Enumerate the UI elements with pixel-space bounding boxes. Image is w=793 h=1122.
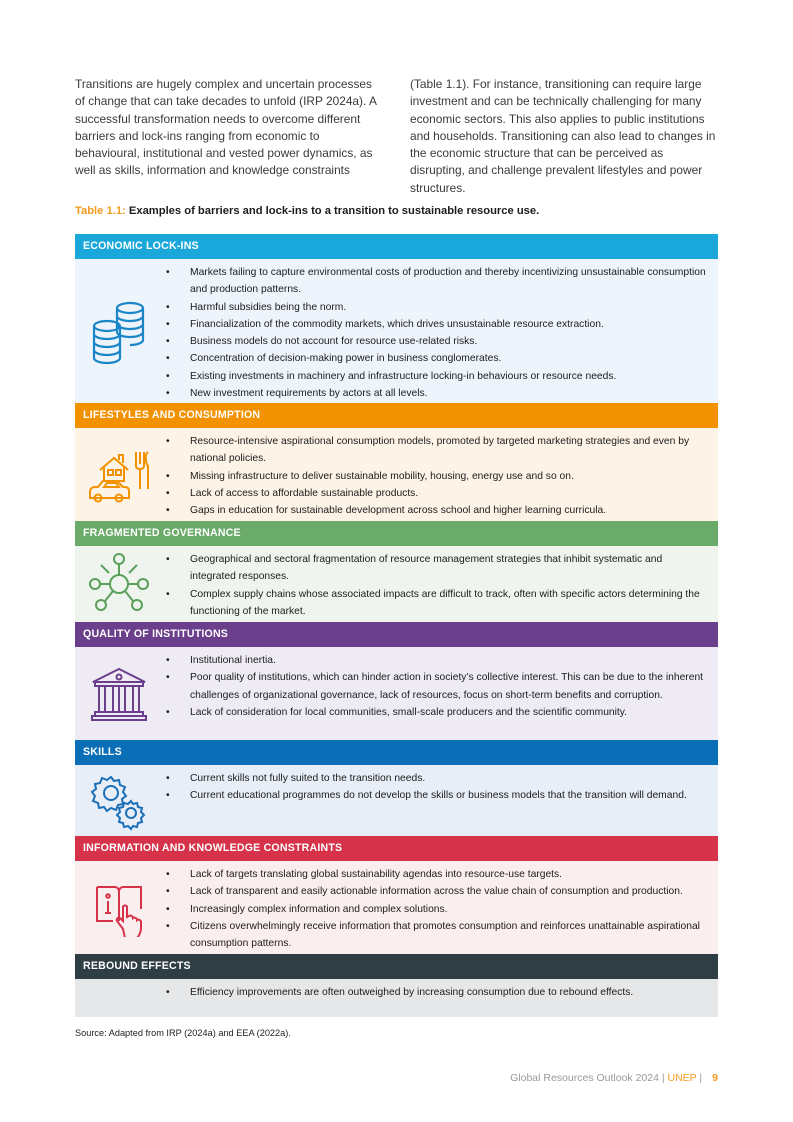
item-list: [163, 546, 718, 622]
coins-stack-icon: [88, 296, 150, 366]
item-list: [163, 861, 718, 954]
list-item: • Gaps in education for sustainable development across school and higher learning curricula.: [163, 502, 710, 519]
info-book-hand-icon: [93, 879, 145, 937]
section-fragmented-governance: [75, 521, 718, 622]
list-item: • Poor quality of institutions, which can hinder action in society’s collective interest. This can be due to the inherent challenges of organizational governance, lack of resources, focus on short-term benefits and corruption.: [163, 669, 710, 704]
list-item: • New investment requirements by actors at all levels.: [163, 385, 710, 402]
list-item: • Current educational programmes do not develop the skills or business models that the transition will demand.: [163, 787, 710, 804]
page-footer: [510, 1072, 718, 1084]
icon-cell: [75, 765, 163, 836]
list-item: • Markets failing to capture environmental costs of production and thereby incentivizing unsustainable consumption and production patterns.: [163, 264, 710, 299]
item-list: [163, 259, 718, 403]
list-item: • Lack of consideration for local communities, small-scale producers and the scientific community.: [163, 704, 710, 721]
item-list: [163, 647, 718, 740]
table-source-note: Source: Adapted from IRP (2024a) and EEA (2022a).: [75, 1028, 291, 1038]
section-header: FRAGMENTED GOVERNANCE: [75, 521, 718, 546]
intro-text: [75, 76, 718, 197]
list-item: • Increasingly complex information and complex solutions.: [163, 901, 710, 918]
gears-icon: [89, 771, 149, 831]
icon-cell: [75, 259, 163, 403]
icon-cell: [75, 428, 163, 521]
icon-cell: [75, 979, 163, 1017]
list-item: • Geographical and sectoral fragmentation of resource management strategies that inhibit systematic and integrated responses.: [163, 551, 710, 586]
section-header: LIFESTYLES AND CONSUMPTION: [75, 403, 718, 428]
section-quality-of-institutions: [75, 622, 718, 740]
section-skills: [75, 740, 718, 836]
section-header: INFORMATION AND KNOWLEDGE CONSTRAINTS: [75, 836, 718, 861]
section-lifestyles-and-consumption: [75, 403, 718, 521]
intro-left-paragraph: Transitions are hugely complex and uncertain processes of change that can take decades to unfold (IRP 2024a). A successful transformation needs to overcome different barriers and lock-ins ranging from economic to behavioural, institutional and vested power dynamics, as well as skills, information and knowledge constraints: [75, 77, 377, 178]
footer-title: Global Resources Outlook 2024 |: [510, 1072, 668, 1084]
list-item: • Existing investments in machinery and infrastructure locking-in behaviours or resource needs.: [163, 368, 710, 385]
item-list: [163, 765, 718, 836]
list-item: • Financialization of the commodity markets, which drives unsustainable resource extraction.: [163, 316, 710, 333]
list-item: • Citizens overwhelmingly receive information that promotes consumption and reinforces unattainable aspirational consumption patterns.: [163, 918, 710, 953]
section-information-and-knowledge-constraints: [75, 836, 718, 954]
list-item: • Lack of transparent and easily actionable information across the value chain of consumption and production.: [163, 883, 710, 900]
icon-cell: [75, 546, 163, 622]
list-item: • Business models do not account for resource use-related risks.: [163, 333, 710, 350]
intro-right-paragraph: (Table 1.1). For instance, transitioning can require large investment and can be technically challenging for many economic sectors. This also applies to public institutions and households. Transitioning can also lead to changes in the economic structure that can be perceived as disrupting, and challenge prevalent lifestyles and power structures.: [410, 77, 716, 195]
section-rebound-effects: [75, 954, 718, 1017]
footer-org: UNEP: [667, 1072, 697, 1084]
barriers-table: [75, 234, 718, 1017]
house-car-food-icon: [86, 446, 152, 504]
table-caption: [75, 205, 539, 217]
section-header: SKILLS: [75, 740, 718, 765]
table-number: Table 1.1:: [75, 205, 126, 217]
list-item: • Missing infrastructure to deliver sustainable mobility, housing, energy use and so on.: [163, 468, 710, 485]
section-header: ECONOMIC LOCK-INS: [75, 234, 718, 259]
list-item: • Concentration of decision-making power in business conglomerates.: [163, 350, 710, 367]
list-item: • Resource-intensive aspirational consumption models, promoted by targeted marketing strategies and even by national policies.: [163, 433, 710, 468]
list-item: • Complex supply chains whose associated impacts are difficult to track, often with specific actors determining the functioning of the market.: [163, 586, 710, 621]
table-title: Examples of barriers and lock-ins to a transition to sustainable resource use.: [125, 205, 540, 217]
list-item: • Current skills not fully suited to the transition needs.: [163, 770, 710, 787]
item-list: [163, 979, 718, 1017]
list-item: • Efficiency improvements are often outweighed by increasing consumption due to rebound effects.: [163, 984, 710, 1001]
list-item: • Institutional inertia.: [163, 652, 710, 669]
list-item: • Harmful subsidies being the norm.: [163, 299, 710, 316]
list-item: • Lack of access to affordable sustainable products.: [163, 485, 710, 502]
list-item: • Lack of targets translating global sustainability agendas into resource-use targets.: [163, 866, 710, 883]
section-header: QUALITY OF INSTITUTIONS: [75, 622, 718, 647]
page-number: 9: [712, 1072, 718, 1084]
icon-cell: [75, 647, 163, 740]
institution-building-icon: [90, 666, 148, 722]
item-list: [163, 428, 718, 521]
section-header: REBOUND EFFECTS: [75, 954, 718, 979]
network-hub-icon: [87, 553, 151, 615]
section-economic-lock-ins: [75, 234, 718, 403]
footer-separator: |: [696, 1072, 703, 1084]
icon-cell: [75, 861, 163, 954]
